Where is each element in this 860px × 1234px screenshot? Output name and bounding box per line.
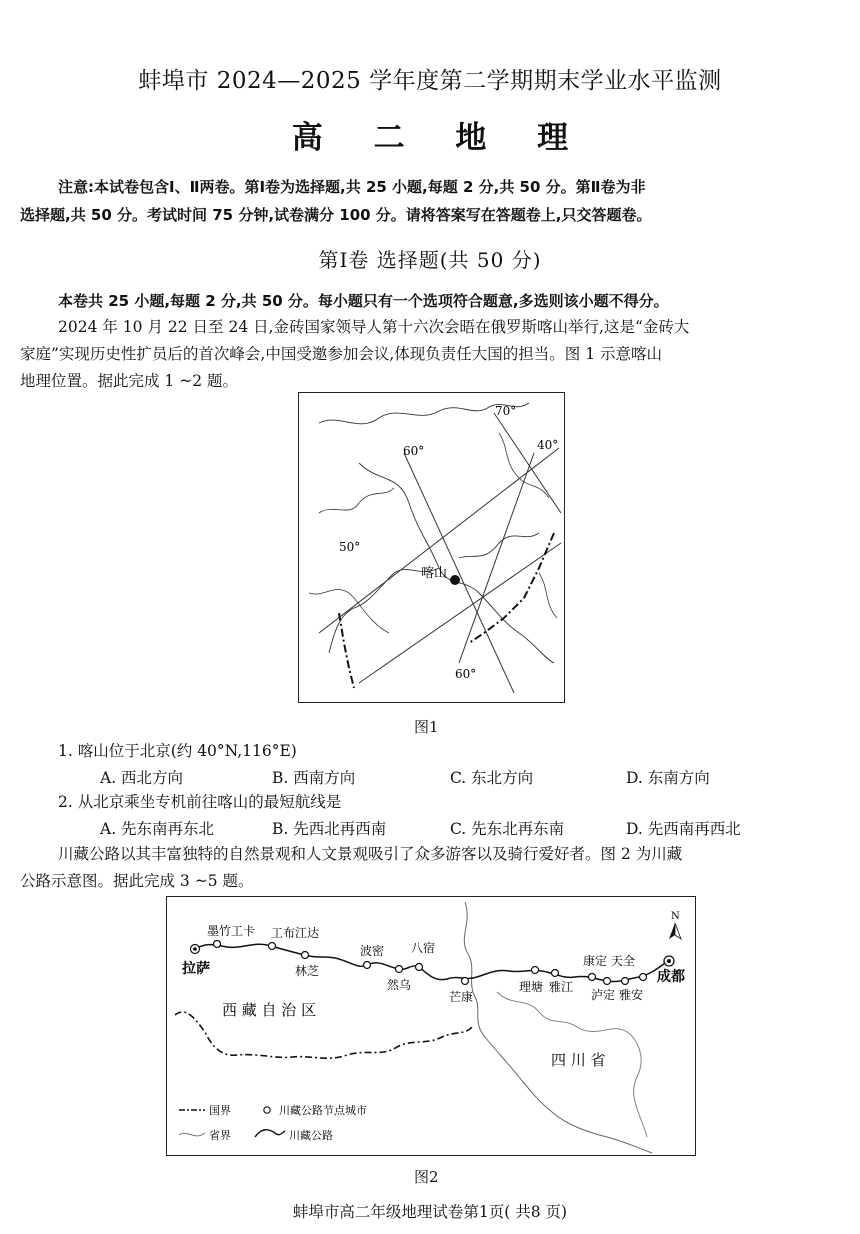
gongbu-node [269, 943, 276, 950]
lon-label-40: 40° [537, 438, 559, 452]
lat-label-50: 50° [339, 540, 361, 554]
legend-highway-label: 川藏公路 [289, 1129, 333, 1142]
figure2-svg [167, 897, 695, 1155]
legend-node-city-label: 川藏公路节点城市 [279, 1104, 367, 1117]
ranwu-label: 然乌 [387, 978, 412, 992]
kazan-label: 喀山 [421, 566, 448, 581]
longitude-line-70 [494, 413, 561, 513]
mozhu-node [214, 941, 221, 948]
exam-title: 蚌埠市 2024—2025 学年度第二学期期末学业水平监测 [138, 68, 722, 94]
mangkang-node [462, 978, 469, 985]
legend-highway-icon [255, 1130, 285, 1137]
bomi-label: 波密 [360, 944, 385, 958]
q1-option-c[interactable]: C. 东北方向 [450, 769, 534, 787]
lon-label-60: 60° [455, 667, 477, 681]
page-footer: 蚌埠市高二年级地理试卷第1页( 共8 页) [292, 1203, 568, 1221]
figure1-map [298, 392, 565, 703]
yaan-node [622, 978, 629, 985]
tianquan-label: 天全 [611, 954, 636, 968]
longitude-line-60 [459, 453, 534, 663]
basu-label: 八宿 [411, 941, 436, 955]
svg-text:N: N [671, 911, 680, 922]
figure1-svg [299, 393, 564, 702]
passage1-line-2: 家庭”实现历史性扩员后的首次峰会,中国受邀参加会议,体现负责任大国的担当。图 1 示意喀山 [20, 345, 662, 363]
luding-label: 泸定 [591, 988, 616, 1002]
lat-label-70: 70° [495, 404, 517, 418]
q1-option-d[interactable]: D. 东南方向 [626, 769, 710, 787]
q2-option-a[interactable]: A. 先东南再东北 [100, 820, 215, 838]
kazan-point [450, 575, 460, 585]
passage1-line-1: 2024 年 10 月 22 日至 24 日,金砖国家领导人第十六次会晤在俄罗斯喀山举行,这是“金砖大 [58, 318, 690, 336]
ranwu-node [396, 966, 403, 973]
latitude-line-55 [359, 543, 561, 683]
tianquan-node [640, 974, 647, 981]
mangkang-label: 芒康 [449, 990, 474, 1004]
river-ural [539, 573, 557, 618]
q1-option-b[interactable]: B. 西南方向 [272, 769, 356, 787]
national-border [469, 533, 554, 643]
q1-option-a[interactable]: A. 西北方向 [100, 769, 184, 787]
legend-province-border-icon [179, 1133, 205, 1136]
passage1-line-3: 地理位置。据此完成 1 ~2 题。 [20, 372, 238, 390]
litang-node [532, 967, 539, 974]
luding-node [604, 978, 611, 985]
river-kama [459, 533, 539, 558]
north-arrow-icon [669, 911, 681, 939]
chengdu-label: 成都 [657, 969, 685, 985]
legend-node-city-icon [264, 1107, 270, 1113]
figure1-caption: 图1 [414, 718, 439, 736]
yajiang-label: 雅江 [549, 980, 574, 994]
national-border-west [339, 613, 354, 688]
figure2-map [166, 896, 696, 1156]
yaan-label: 雅安 [619, 988, 644, 1002]
notice-line-1: 注意:本试卷包含Ⅰ、Ⅱ两卷。第Ⅰ卷为选择题,共 25 小题,每题 2 分,共 50 分。第Ⅱ卷为非 [58, 178, 646, 196]
linzhi-node [302, 952, 309, 959]
river-volga [359, 463, 479, 593]
q2-option-d[interactable]: D. 先西南再西北 [626, 820, 741, 838]
question-2-stem: 2. 从北京乘坐专机前往喀山的最短航线是 [58, 793, 342, 811]
figure2-legend [179, 1103, 367, 1142]
province-border-main [464, 902, 652, 1153]
kangding-node [589, 974, 596, 981]
kangding-label: 康定 [583, 954, 608, 968]
bomi-node [364, 962, 371, 969]
section-instruction: 本卷共 25 小题,每题 2 分,共 50 分。每小题只有一个选项符合题意,多选则该小题不得分。 [58, 292, 669, 310]
section-title: 第Ⅰ卷 选择题(共 50 分) [318, 248, 542, 272]
legend-province-border-label: 省界 [209, 1129, 231, 1142]
basu-node [416, 964, 423, 971]
lhasa-label: 拉萨 [182, 961, 210, 977]
q2-option-c[interactable]: C. 先东北再东南 [450, 820, 565, 838]
river-west [319, 488, 394, 513]
gongbu-label: 工布江达 [271, 926, 320, 940]
figure2-caption: 图2 [414, 1168, 439, 1186]
litang-label: 理塘 [519, 980, 544, 994]
lat-label-60: 60° [403, 444, 425, 458]
mozhu-label: 墨竹工卡 [207, 924, 256, 938]
q2-option-b[interactable]: B. 先西北再西南 [272, 820, 387, 838]
yajiang-node [552, 970, 559, 977]
passage2-line-2: 公路示意图。据此完成 3 ~5 题。 [20, 872, 254, 890]
region-sichuan: 四 川 省 [551, 1051, 606, 1069]
passage2-line-1: 川藏公路以其丰富独特的自然景观和人文景观吸引了众多游客以及骑行爱好者。图 2 为川藏 [58, 845, 683, 863]
subject-title: 高 二 地 理 [291, 120, 589, 156]
notice-line-2: 选择题,共 50 分。考试时间 75 分钟,试卷满分 100 分。请将答案写在答题卷上,只交答题卷。 [20, 206, 652, 224]
region-tibet: 西 藏 自 治 区 [222, 1001, 317, 1019]
linzhi-label: 林芝 [295, 964, 320, 978]
question-1-stem: 1. 喀山位于北京(约 40°N,116°E) [58, 742, 297, 760]
legend-national-border-label: 国界 [209, 1104, 231, 1117]
national-border [175, 1012, 472, 1058]
